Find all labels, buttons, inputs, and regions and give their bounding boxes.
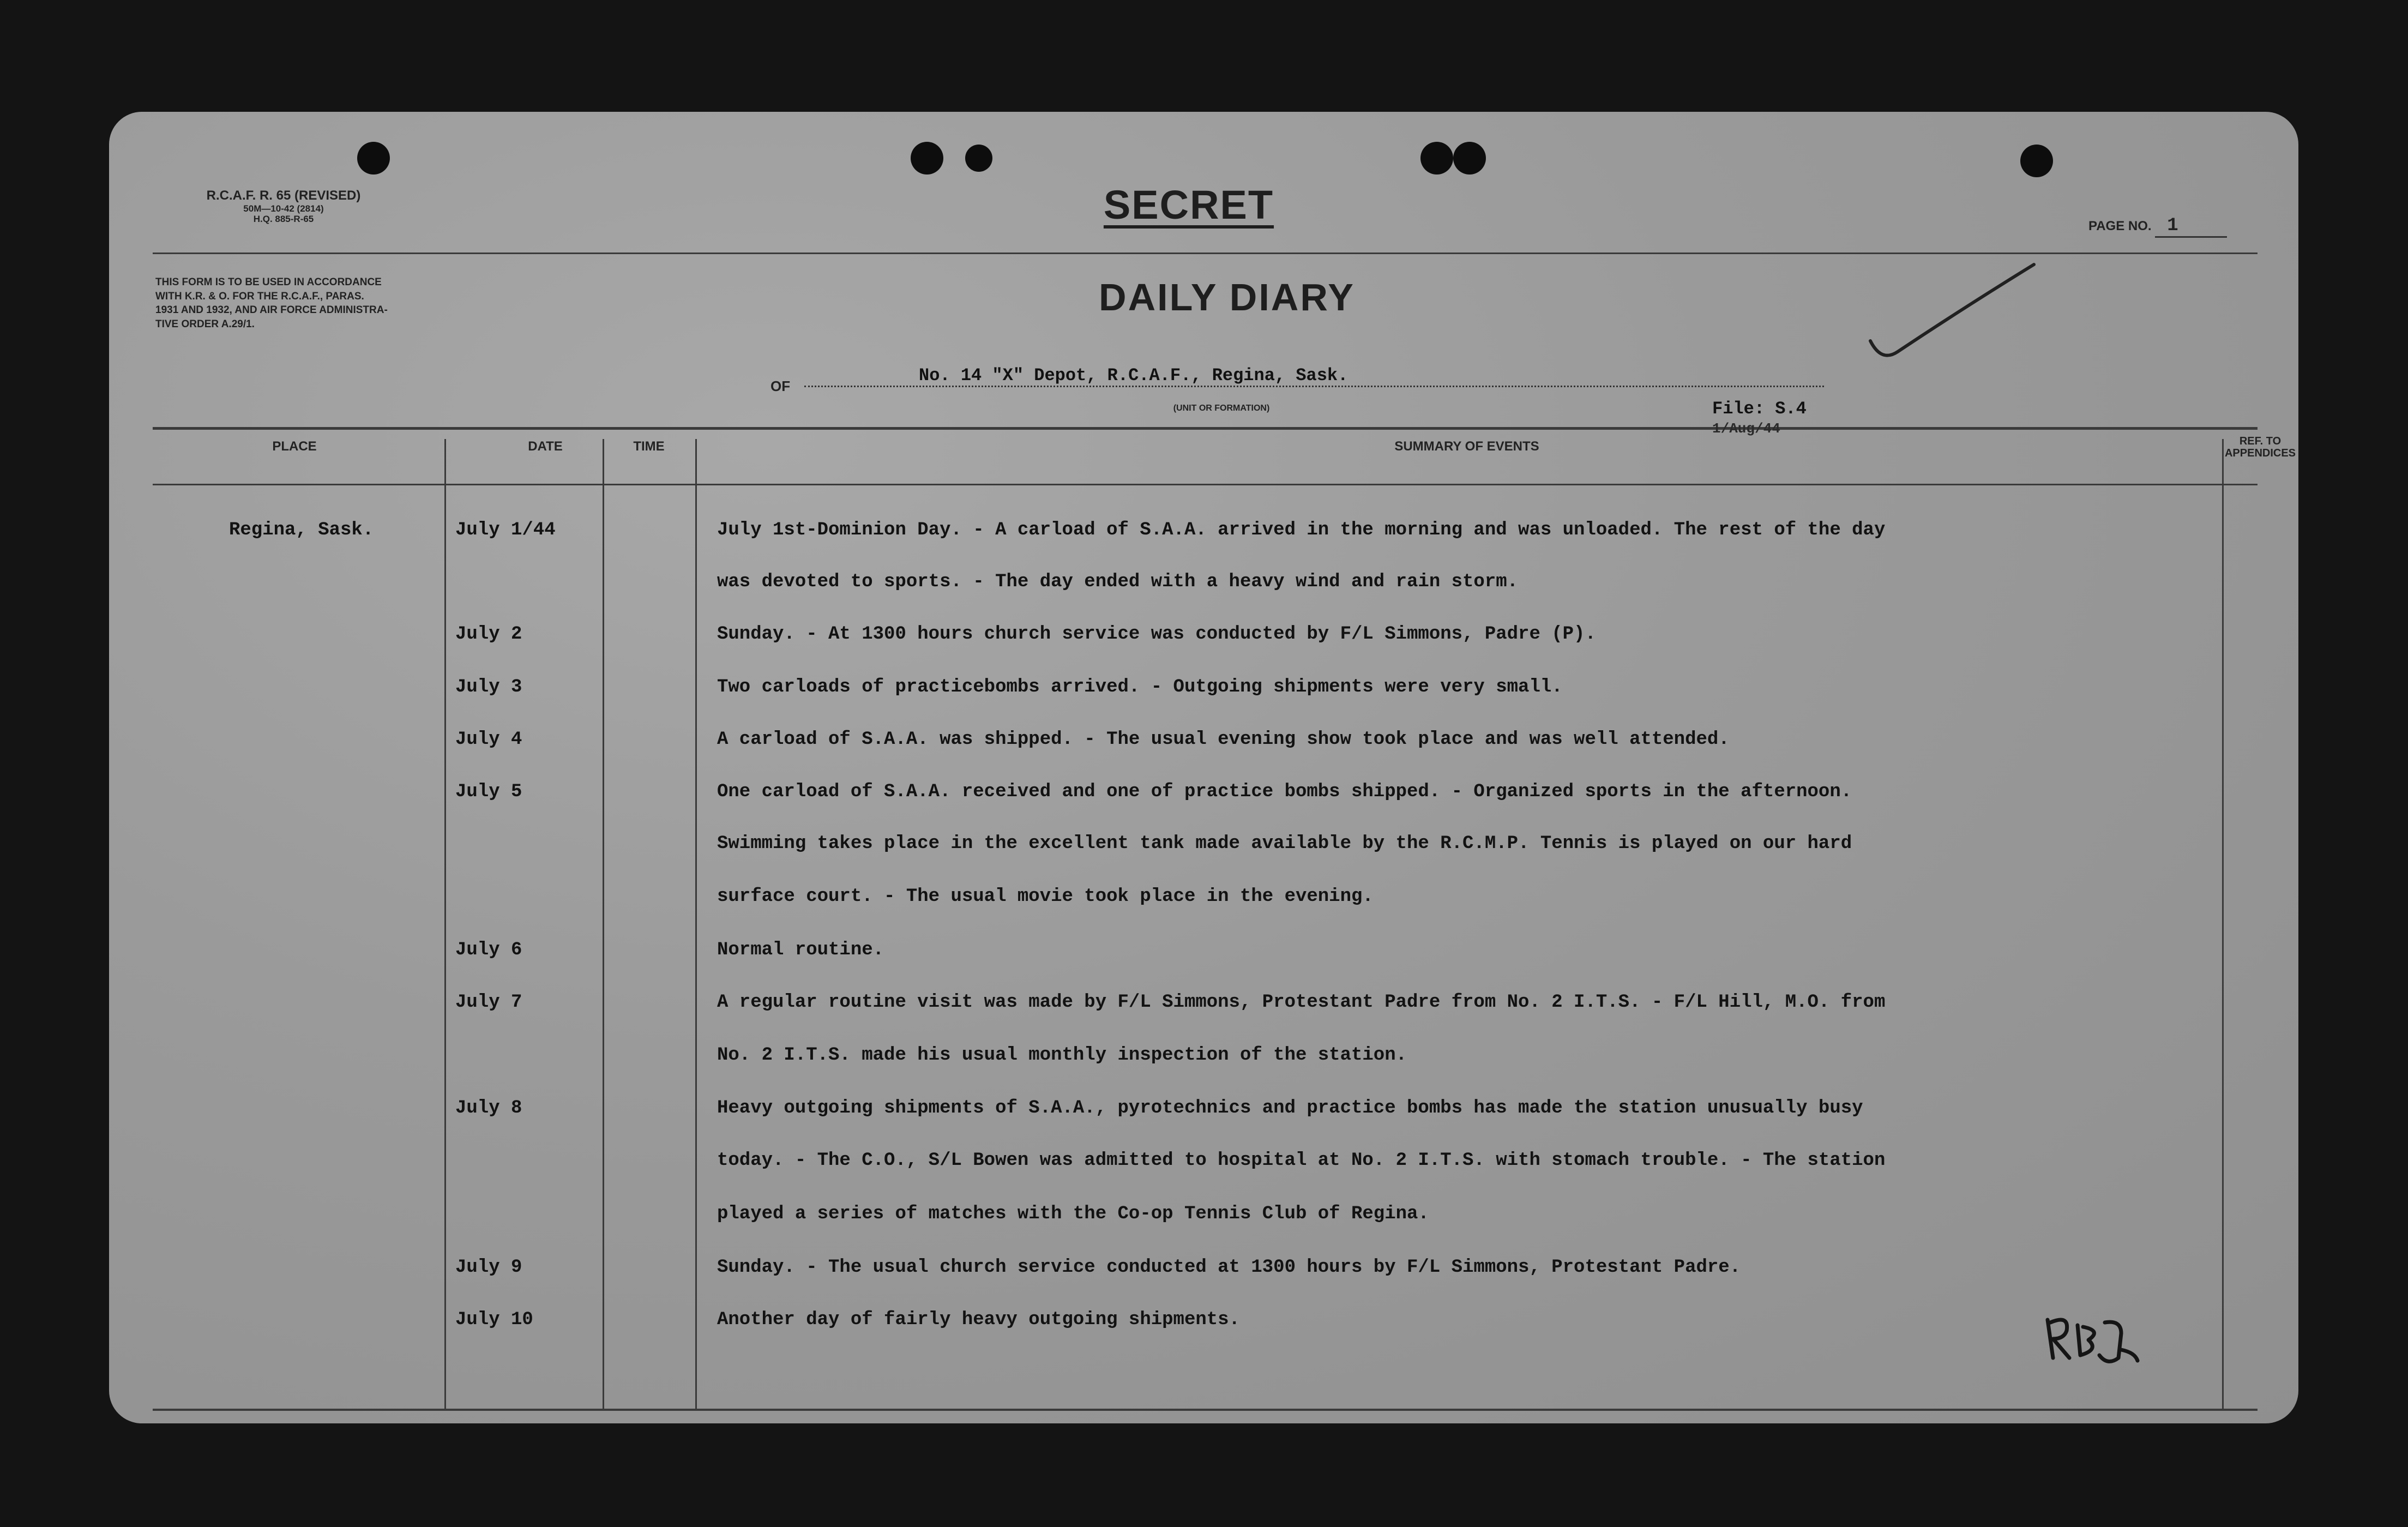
page-number-label: PAGE NO. (2088, 219, 2152, 233)
diary-sheet (109, 112, 2298, 1423)
summary-line: Sunday. - The usual church service conducted at 1300 hours by F/L Simmons, Protestant Padre. (717, 1257, 1741, 1278)
date-entry: July 9 (455, 1257, 522, 1278)
header-rule (153, 253, 2258, 254)
table-top-rule (153, 427, 2258, 430)
summary-line: surface court. - The usual movie took place in the evening. (717, 886, 1374, 907)
column-header-rule (153, 484, 2258, 485)
column-divider (444, 439, 446, 1410)
date-entry: July 5 (455, 781, 522, 802)
form-code-line: H.Q. 885-R-65 (253, 214, 314, 225)
summary-line: today. - The C.O., S/L Bowen was admitted to hospital at No. 2 I.T.S. with stomach trouble. - The station (717, 1150, 1886, 1171)
page-number-value: 1 (2155, 215, 2227, 238)
column-divider (603, 439, 604, 1410)
column-header-date: DATE (528, 439, 563, 454)
punch-hole (911, 142, 943, 175)
check-mark-icon (1865, 259, 2039, 368)
summary-line: Two carloads of practicebombs arrived. - Outgoing shipments were very small. (717, 677, 1563, 698)
summary-line: Another day of fairly heavy outgoing shipments. (717, 1309, 1240, 1330)
classification-heading: SECRET (1103, 182, 1274, 227)
instruction-line: 1931 AND 1932, AND AIR FORCE ADMINISTRA- (155, 304, 388, 316)
date-entry: July 6 (455, 940, 522, 960)
summary-line: No. 2 I.T.S. made his usual monthly inspection of the station. (717, 1045, 1407, 1066)
date-entry: July 3 (455, 677, 522, 698)
of-label: OF (770, 378, 791, 394)
page-title: DAILY DIARY (1099, 276, 1355, 318)
summary-line: A carload of S.A.A. was shipped. - The usual evening show took place and was well attended. (717, 729, 1730, 750)
form-instructions (155, 275, 570, 332)
table-bottom-rule (153, 1409, 2258, 1411)
file-reference (1712, 398, 1807, 438)
punch-hole (1420, 142, 1453, 175)
date-entry: July 10 (455, 1309, 533, 1330)
file-number: File: S.4 (1712, 399, 1807, 419)
instruction-line: TIVE ORDER A.29/1. (155, 318, 255, 330)
summary-line: A regular routine visit was made by F/L Simmons, Protestant Padre from No. 2 I.T.S. - F/L Hill, M.O. from (717, 992, 1886, 1013)
date-entry: July 1/44 (455, 520, 556, 540)
date-entry: July 8 (455, 1098, 522, 1119)
date-entry: July 4 (455, 729, 522, 750)
instruction-line: THIS FORM IS TO BE USED IN ACCORDANCE (155, 276, 382, 288)
column-header-place: PLACE (272, 439, 317, 454)
page-number (2088, 215, 2227, 238)
unit-field: No. 14 "X" Depot, R.C.A.F., Regina, Sask. (804, 365, 1824, 387)
column-header-time: TIME (633, 439, 665, 454)
file-date: 1/Aug/44 (1712, 420, 1780, 437)
summary-line: was devoted to sports. - The day ended with a heavy wind and rain storm. (717, 572, 1519, 592)
date-entry: July 2 (455, 624, 522, 645)
unit-caption: (UNIT OR FORMATION) (1173, 404, 1270, 413)
summary-line: Normal routine. (717, 940, 884, 960)
place-entry: Regina, Sask. (229, 520, 374, 540)
form-code (155, 188, 412, 225)
punch-hole (965, 145, 992, 172)
punch-hole (1453, 142, 1486, 175)
appendices-line: APPENDICES (2224, 447, 2296, 459)
summary-line: One carload of S.A.A. received and one of practice bombs shipped. - Organized sports in the afternoon. (717, 781, 1852, 802)
column-header-appendices (2222, 435, 2298, 459)
summary-line: July 1st-Dominion Day. - A carload of S.A.A. arrived in the morning and was unloaded. The rest of the day (717, 520, 1886, 540)
initials-signature-icon (2039, 1306, 2143, 1372)
date-entry: July 7 (455, 992, 522, 1013)
punch-hole (357, 142, 390, 175)
summary-line: Swimming takes place in the excellent tank made available by the R.C.M.P. Tennis is played on our hard (717, 833, 1852, 854)
column-divider (2222, 439, 2224, 1410)
summary-line: Sunday. - At 1300 hours church service was conducted by F/L Simmons, Padre (P). (717, 624, 1596, 645)
punch-hole (2020, 145, 2053, 177)
form-code-line: R.C.A.F. R. 65 (REVISED) (206, 188, 361, 203)
summary-line: played a series of matches with the Co-op Tennis Club of Regina. (717, 1204, 1429, 1224)
appendices-line: REF. TO (2239, 435, 2281, 447)
column-header-summary: SUMMARY OF EVENTS (1394, 439, 1539, 454)
form-code-line: 50M—10-42 (2814) (243, 203, 324, 214)
column-divider (695, 439, 697, 1410)
instruction-line: WITH K.R. & O. FOR THE R.C.A.F., PARAS. (155, 290, 364, 302)
summary-line: Heavy outgoing shipments of S.A.A., pyrotechnics and practice bombs has made the station unusually busy (717, 1098, 1863, 1119)
